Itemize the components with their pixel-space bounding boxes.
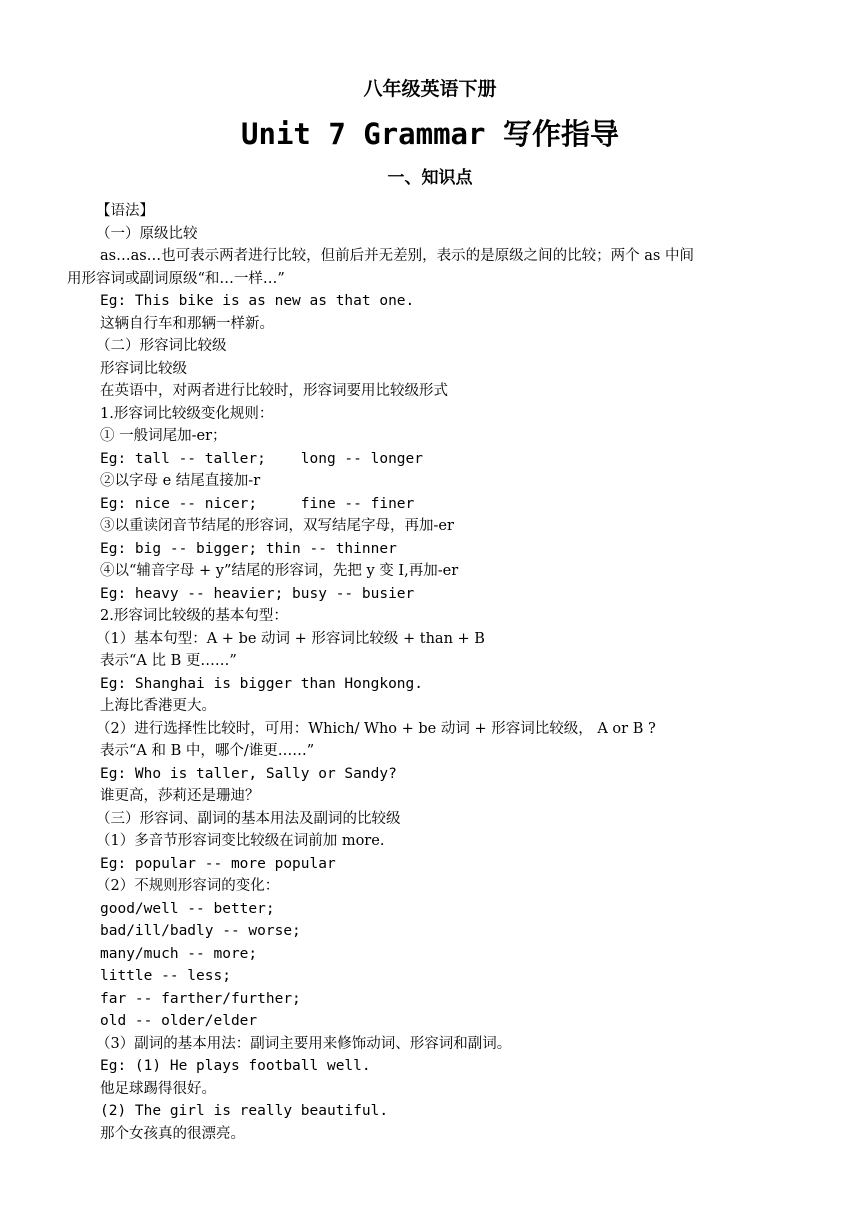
example-line: Eg: heavy -- heavier; busy -- busier	[100, 585, 415, 602]
rule-line: （3）副词的基本用法：副词主要用来修饰动词、形容词和副词。	[96, 1035, 512, 1052]
rule-line: （1）基本句型：A + be 动词 + 形容词比较级 + than + B	[96, 630, 485, 647]
rule-line: （2）不规则形容词的变化：	[96, 878, 280, 894]
subsection-heading: （三）形容词、副词的基本用法及副词的比较级	[96, 810, 401, 827]
example-line: Eg: big -- bigger; thin -- thinner	[100, 540, 397, 557]
paragraph-line: 用形容词或副词原级“和…一样…”	[67, 270, 285, 287]
example-line: Eg: (1) He plays football well.	[100, 1058, 371, 1074]
example-line: (2) The girl is really beautiful.	[100, 1103, 389, 1119]
rule-heading: 2.形容词比较级的基本句型：	[100, 608, 288, 624]
translation-line: 这辆自行车和那辆一样新。	[100, 315, 274, 332]
paragraph-line: 形容词比较级	[100, 360, 187, 377]
paragraph-line: as…as…也可表示两者进行比较，但前后并无差别，表示的是原级之间的比较；两个 as 中间	[100, 248, 694, 264]
paragraph-line: 表示“A 比 B 更……”	[100, 653, 237, 669]
example-line: Eg: This bike is as new as that one.	[100, 293, 415, 309]
example-line: Eg: Who is taller, Sally or Sandy?	[100, 765, 397, 782]
grade-title: 八年级英语下册	[363, 78, 497, 100]
translation-line: 谁更高，莎莉还是珊迪？	[100, 788, 260, 804]
rule-heading: 1.形容词比较级变化规则：	[100, 405, 274, 422]
rule-line: （1）多音节形容词变比较级在词前加 more.	[96, 833, 385, 849]
content-body	[67, 200, 800, 1145]
rule-line: （2）进行选择性比较时，可用：Which/ Who + be 动词 + 形容词比较级， A or B ?	[96, 720, 656, 737]
translation-line: 上海比香港更大。	[100, 698, 216, 714]
example-line: Eg: Shanghai is bigger than Hongkong.	[100, 675, 424, 692]
section-heading: 一、知识点	[387, 168, 473, 188]
paragraph-line: 在英语中，对两者进行比较时，形容词要用比较级形式	[100, 383, 448, 399]
rule-line: ③以重读闭音节结尾的形容词，双写结尾字母，再加-er	[100, 518, 454, 534]
example-line: Eg: popular -- more popular	[100, 855, 336, 872]
rule-line: ④以“辅音字母 + y”结尾的形容词，先把 y 变 I,再加-er	[100, 563, 459, 579]
rule-line: ① 一般词尾加-er；	[100, 428, 227, 444]
subsection-heading: （二）形容词比较级	[96, 338, 227, 354]
example-line: Eg: tall -- taller; long -- longer	[100, 450, 424, 467]
example-line: far -- farther/further;	[100, 990, 301, 1007]
example-line: bad/ill/badly -- worse;	[100, 923, 301, 939]
translation-line: 他足球踢得很好。	[100, 1080, 216, 1097]
example-line: little -- less;	[100, 968, 231, 984]
translation-line: 那个女孩真的很漂亮。	[100, 1125, 245, 1142]
rule-line: ②以字母 e 结尾直接加-r	[100, 473, 261, 489]
unit-title: Unit 7 Grammar 写作指导	[241, 117, 619, 151]
subsection-heading: （一）原级比较	[96, 225, 198, 242]
example-line: old -- older/elder	[100, 1013, 258, 1029]
example-line: Eg: nice -- nicer; fine -- finer	[100, 495, 415, 512]
paragraph-line: 表示“A 和 B 中，哪个/谁更……”	[100, 743, 315, 759]
example-line: many/much -- more;	[100, 945, 258, 962]
example-line: good/well -- better;	[100, 900, 275, 917]
grammar-label: 【语法】	[96, 203, 154, 219]
